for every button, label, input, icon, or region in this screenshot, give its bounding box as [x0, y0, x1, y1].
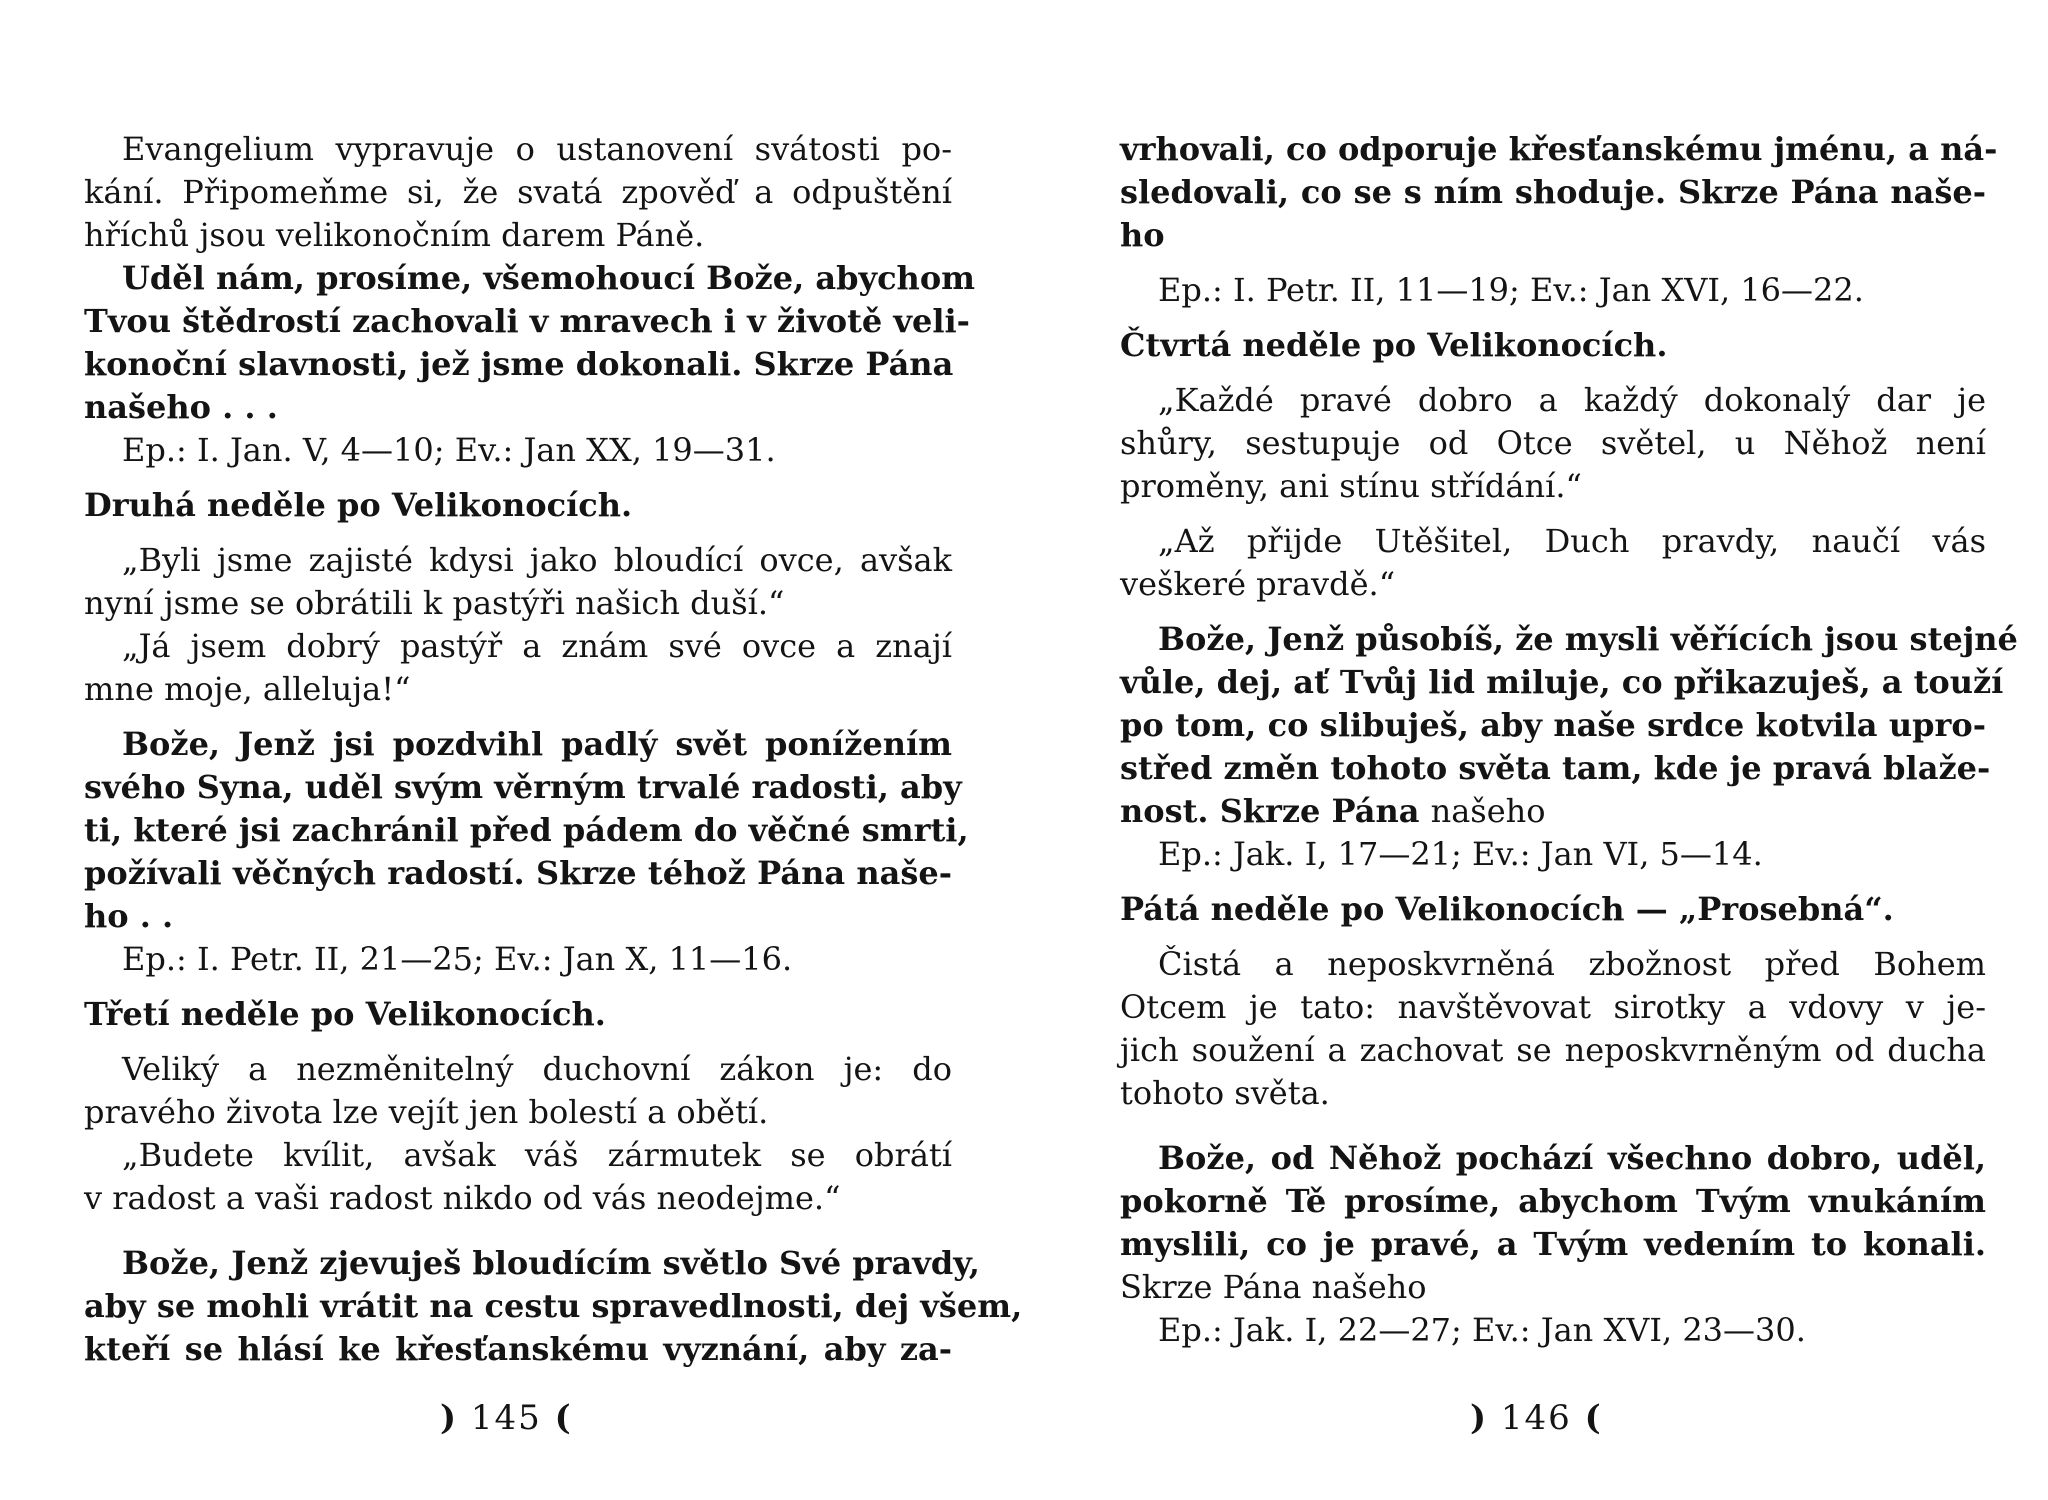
- reading-reference: Ep.: I. Jan. V, 4—10; Ev.: Jan XX, 19—31.: [122, 431, 776, 469]
- prayer-paragraph: [84, 723, 969, 938]
- text-line: vůle, dej, ať Tvůj lid miluje, co přikazuješ, a touží: [1120, 663, 2004, 701]
- text-line: Bože, od Něhož pochází všechno dobro, uděl,: [1158, 1139, 1986, 1177]
- paragraph-intro: [84, 128, 952, 257]
- quote-paragraph: [1120, 379, 1986, 508]
- text-line: Bože, Jenž zjevuješ bloudícím světlo Své pravdy,: [122, 1244, 980, 1282]
- text-line: našeho . . .: [84, 388, 278, 426]
- text-line: „Byli jsme zajisté kdysi jako bloudící ovce, avšak: [122, 541, 952, 579]
- quote-paragraph: [84, 1134, 952, 1220]
- quote-paragraph: [84, 625, 952, 711]
- text-paragraph: [1120, 943, 1986, 1115]
- page-number-paren: (: [554, 1398, 573, 1438]
- text-line: nyní jsme se obrátili k pastýři našich duší.“: [84, 584, 785, 622]
- text-line: ti, které jsi zachránil před pádem do věčné smrti,: [84, 811, 969, 849]
- prayer-paragraph: [1120, 128, 1998, 257]
- text-line: střed změn tohoto světa tam, kde je pravá blaže-: [1120, 749, 1991, 787]
- page-number: 146: [1500, 1398, 1572, 1438]
- quote-paragraph: [1120, 520, 1986, 606]
- text-line: pravého života lze vejít jen bolestí a obětí.: [84, 1093, 769, 1131]
- text-line: myslili, co je pravé, a Tvým vedením to konali.: [1120, 1225, 1986, 1263]
- text-fragment: nost. Skrze Pána: [1120, 792, 1420, 830]
- page-number-paren: ): [440, 1398, 459, 1438]
- text-line: konoční slavnosti, jež jsme dokonali. Skrze Pána: [84, 345, 954, 383]
- text-line: Tvou štědrostí zachovali v mravech i v životě veli-: [84, 302, 970, 340]
- text-paragraph: [84, 1048, 952, 1134]
- section-heading: Pátá neděle po Velikonocích — „Prosebná“.: [1120, 890, 1894, 928]
- text-line: svého Syna, uděl svým věrným trvalé radosti, aby: [84, 768, 962, 806]
- text-line: proměny, ani stínu střídání.“: [1120, 467, 1582, 505]
- text-line: Otcem je tato: navštěvovat sirotky a vdovy v je-: [1120, 988, 1986, 1026]
- reading-reference: Ep.: Jak. I, 17—21; Ev.: Jan VI, 5—14.: [1158, 835, 1763, 873]
- text-line: vrhovali, co odporuje křesťanskému jménu, a ná-: [1120, 130, 1998, 168]
- prayer-paragraph: [1120, 618, 2018, 833]
- text-line: Evangelium vypravuje o ustanovení svátosti po-: [122, 130, 952, 168]
- text-line: „Každé pravé dobro a každý dokonalý dar je: [1158, 381, 1986, 419]
- text-line: ho . .: [84, 897, 174, 935]
- page-number: 145: [470, 1398, 542, 1438]
- prayer-paragraph: [84, 1242, 1023, 1371]
- text-line: v radost a vaši radost nikdo od vás neodejme.“: [84, 1179, 841, 1217]
- right-page: [1120, 128, 2018, 1352]
- section-heading: Druhá neděle po Velikonocích.: [84, 486, 633, 524]
- text-line: Bože, Jenž působíš, že mysli věřících jsou stejné: [1158, 620, 2018, 658]
- reading-reference: Ep.: Jak. I, 22—27; Ev.: Jan XVI, 23—30.: [1158, 1311, 1806, 1349]
- prayer-paragraph: [84, 257, 976, 429]
- text-line: pokorně Tě prosíme, abychom Tvým vnukáním: [1120, 1182, 1986, 1220]
- page-number-right: [1470, 1398, 1603, 1438]
- text-line: ho: [1120, 216, 1165, 254]
- text-line: tohoto světa.: [1120, 1074, 1330, 1112]
- text-line: Skrze Pána našeho: [1120, 1268, 1427, 1306]
- text-line: „Až přijde Utěšitel, Duch pravdy, naučí vás: [1158, 522, 1986, 560]
- text-line: po tom, co slibuješ, aby naše srdce kotvila upro-: [1120, 706, 1986, 744]
- section-heading: Čtvrtá neděle po Velikonocích.: [1120, 326, 1668, 364]
- text-line: jich soužení a zachovat se neposkvrněným od ducha: [1120, 1031, 1986, 1069]
- text-line: kteří se hlásí ke křesťanskému vyznání, aby za-: [84, 1330, 952, 1368]
- text-line: kání. Připomeňme si, že svatá zpověď a odpuštění: [84, 173, 952, 211]
- text-line: Uděl nám, prosíme, všemohoucí Bože, abychom: [122, 259, 976, 297]
- text-line: „Budete kvílit, avšak váš zármutek se obrátí: [122, 1136, 952, 1174]
- text-line: požívali věčných radostí. Skrze téhož Pána naše-: [84, 854, 952, 892]
- prayer-paragraph: [1120, 1137, 1986, 1309]
- left-page: [84, 128, 1023, 1371]
- page-number-paren: (: [1584, 1398, 1603, 1438]
- text-line: [1120, 790, 1986, 833]
- text-line: sledovali, co se s ním shoduje. Skrze Pána naše-: [1120, 173, 1986, 211]
- text-line: „Já jsem dobrý pastýř a znám své ovce a znají: [122, 627, 952, 665]
- section-heading: Třetí neděle po Velikonocích.: [84, 995, 606, 1033]
- page-number-left: [440, 1398, 573, 1438]
- text-line: Bože, Jenž jsi pozdvihl padlý svět ponížením: [122, 725, 952, 763]
- text-line: Veliký a nezměnitelný duchovní zákon je: do: [122, 1050, 952, 1088]
- reading-reference: Ep.: I. Petr. II, 21—25; Ev.: Jan X, 11—16.: [122, 940, 793, 978]
- reading-reference: Ep.: I. Petr. II, 11—19; Ev.: Jan XVI, 16—22.: [1158, 271, 1864, 309]
- text-line: mne moje, alleluja!“: [84, 670, 411, 708]
- text-line: Čistá a neposkvrněná zbožnost před Bohem: [1158, 945, 1986, 983]
- text-line: veškeré pravdě.“: [1120, 565, 1396, 603]
- text-line: shůry, sestupuje od Otce světel, u Něhož není: [1120, 424, 1986, 462]
- text-line: hříchů jsou velikonočním darem Páně.: [84, 216, 705, 254]
- text-line: aby se mohli vrátit na cestu spravedlnosti, dej všem,: [84, 1287, 1023, 1325]
- text-fragment: našeho: [1430, 792, 1546, 830]
- page-number-paren: ): [1470, 1398, 1489, 1438]
- quote-paragraph: [84, 539, 952, 625]
